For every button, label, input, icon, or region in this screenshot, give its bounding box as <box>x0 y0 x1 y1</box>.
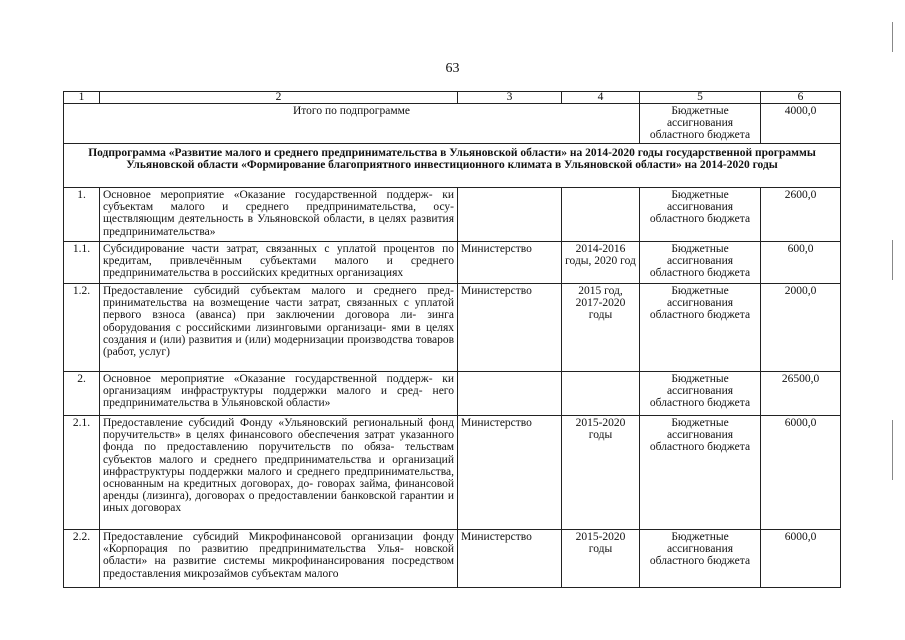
row-text: Основное мероприятие «Оказание государственной поддерж- ки организациям инфраструктуры поддержки малого и сред- него предпринимательства в Ульяновской области» <box>100 372 458 416</box>
row-number: 1. <box>64 188 100 242</box>
row-number: 2.1. <box>64 416 100 530</box>
row-executor: Министерство <box>458 284 562 372</box>
col-num-2: 2 <box>100 92 458 104</box>
row-source: Бюджетные ассигнования областного бюджета <box>640 416 761 530</box>
row-executor: Министерство <box>458 530 562 588</box>
total-source: Бюджетные ассигнования областного бюджета <box>640 104 761 144</box>
row-text: Основное мероприятие «Оказание государственной поддерж- ки субъектам малого и среднего предпринимательства, осу- ществляющим деятельность в Ульяновской области, в целях развития предпринимательства» <box>100 188 458 242</box>
row-period <box>562 372 640 416</box>
row-text: Субсидирование части затрат, связанных с уплатой процентов по кредитам, привлечённым субъектами малого и среднего предпринимательства в российских кредитных организациях <box>100 242 458 284</box>
row-period <box>562 188 640 242</box>
row-period: 2015-2020 годы <box>562 416 640 530</box>
table-row <box>64 284 841 372</box>
col-num-1: 1 <box>64 92 100 104</box>
col-num-3: 3 <box>458 92 562 104</box>
row-amount: 6000,0 <box>761 530 841 588</box>
scan-edge-mark <box>892 22 893 52</box>
col-num-5: 5 <box>640 92 761 104</box>
row-number: 2. <box>64 372 100 416</box>
total-amount: 4000,0 <box>761 104 841 144</box>
row-number: 1.1. <box>64 242 100 284</box>
scan-edge-mark <box>892 240 893 280</box>
row-source: Бюджетные ассигнования областного бюджета <box>640 284 761 372</box>
row-executor <box>458 372 562 416</box>
table-row <box>64 530 841 588</box>
row-executor: Министерство <box>458 416 562 530</box>
row-source: Бюджетные ассигнования областного бюджета <box>640 242 761 284</box>
row-text: Предоставление субсидий субъектам малого и среднего пред- принимательства на возмещение части затрат, связанных с уплатой первого взноса (аванса) при заключении договора ли- зинга оборудования с российскими лизинговыми организаци- ями в целях создания и (или) развития и (или) модернизации производства товаров (работ, услуг) <box>100 284 458 372</box>
row-executor: Министерство <box>458 242 562 284</box>
total-row <box>64 104 841 144</box>
col-num-4: 4 <box>562 92 640 104</box>
row-text: Предоставление субсидий Фонду «Ульяновский региональный фонд поручительств» в целях финансового обеспечения затрат указанного фонда по предоставлению поручительств по обяза- тельствам субъектов малого и среднего предпринимательства и организаций инфраструктуры поддержки малого и среднего предпринимательства, основанным на кредитных договорах, до- говорах займа, финансовой аренды (лизинга), договорах о предоставлении банковской гарантии и иных договорах <box>100 416 458 530</box>
row-period: 2015-2020 годы <box>562 530 640 588</box>
table-row <box>64 188 841 242</box>
row-source: Бюджетные ассигнования областного бюджета <box>640 188 761 242</box>
row-amount: 600,0 <box>761 242 841 284</box>
row-number: 1.2. <box>64 284 100 372</box>
row-amount: 2600,0 <box>761 188 841 242</box>
subprogram-row <box>64 144 841 188</box>
subprogram-title: Подпрограмма «Развитие малого и среднего предпринимательства в Ульяновской области» на 2014-2020 годы государственной программы Ульяновской области «Формирование благоприятного инвестиционного климата в Ульяновской области» на 2014-2020 годы <box>64 144 841 188</box>
table-row <box>64 372 841 416</box>
scan-edge-mark <box>892 420 893 480</box>
row-executor <box>458 188 562 242</box>
row-number: 2.2. <box>64 530 100 588</box>
table-row <box>64 416 841 530</box>
col-num-6: 6 <box>761 92 841 104</box>
row-amount: 26500,0 <box>761 372 841 416</box>
row-amount: 6000,0 <box>761 416 841 530</box>
program-table <box>63 91 841 588</box>
row-text: Предоставление субсидий Микрофинансовой организации фонду «Корпорация по развитию предпринимательства Улья- новской области» на развитие системы микрофинансирования посредством предоставления микрозаймов субъектам малого <box>100 530 458 588</box>
row-period: 2014-2016 годы, 2020 год <box>562 242 640 284</box>
total-label: Итого по подпрограмме <box>64 104 640 144</box>
page-number: 63 <box>445 61 460 76</box>
row-source: Бюджетные ассигнования областного бюджета <box>640 372 761 416</box>
row-amount: 2000,0 <box>761 284 841 372</box>
table-row <box>64 242 841 284</box>
row-period: 2015 год, 2017-2020 годы <box>562 284 640 372</box>
column-number-row <box>64 92 841 104</box>
row-source: Бюджетные ассигнования областного бюджета <box>640 530 761 588</box>
